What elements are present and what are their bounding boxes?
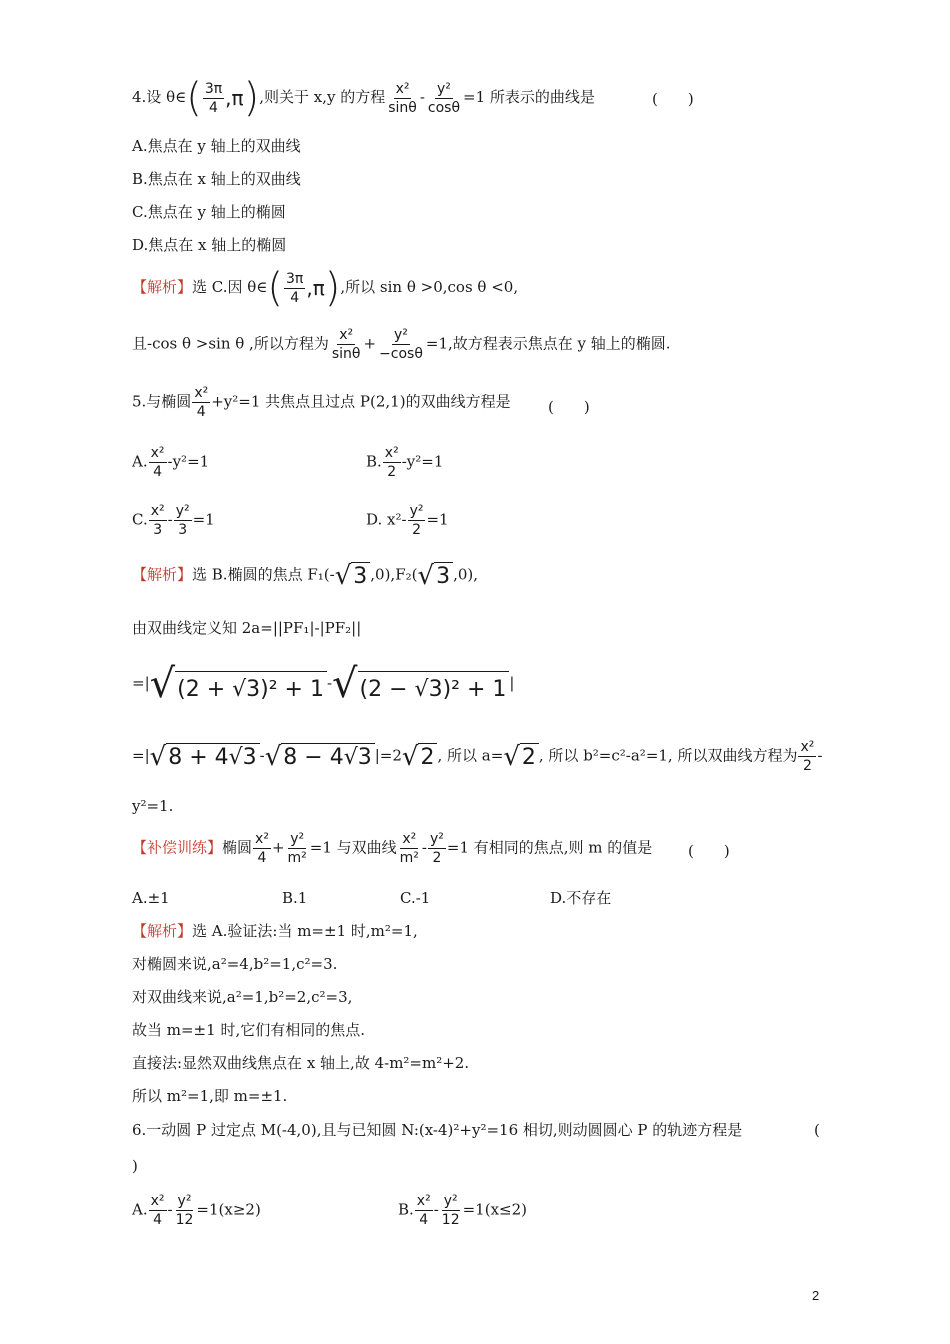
sqrt: √ 3: [335, 562, 371, 589]
fraction: $\frac{\text{x²}}{\sin\theta}$: [331, 327, 361, 362]
option-a: A.±1: [132, 889, 170, 907]
option-d: D. x²- $\frac{\text{y²}}{2}$ =1: [366, 503, 449, 538]
fraction: $\frac{\text{x²}}{4}$: [194, 385, 209, 420]
sqrt: √ (2 + √3)² + 1: [150, 664, 327, 704]
interval: ( $\frac{3\pi}{4}$ ,π ): [267, 265, 341, 311]
q5-equation-line1: =| √ (2 + √3)² + 1 - √ (2 − √3)² + 1 |: [132, 661, 515, 707]
q4-solution-line2: 且-cos θ >sin θ ,所以方程为 $\frac{\text{x²}}{\sin\theta}$ + $\frac{\text{y²}}{-\cos\theta}$ =1,故方程表示焦点在 y 轴上的椭圆.: [132, 327, 671, 362]
bc-stem: 【补偿训练】椭圆 $\frac{\text{x²}}{4}$ + $\frac{\text{y²}}{\text{m²}}$ =1 与双曲线 $\frac{\text{x²}}{\text{m²}}$ - $\frac{\text{y²}}{2}$ =1 有相同的焦点,则 m 的值是: [132, 831, 653, 866]
option-b: B.1: [282, 889, 308, 907]
option-b: B.焦点在 x 轴上的双曲线: [132, 170, 301, 188]
option-a: A. $\frac{\text{x²}}{4}$ -y²=1: [132, 445, 210, 480]
option-d: D.不存在: [550, 889, 612, 907]
fraction: $\frac{\text{x²}}{\sin\theta}$: [388, 80, 417, 116]
sqrt: √ 2: [503, 743, 539, 770]
answer-blank: ( ): [688, 842, 730, 860]
q5-stem: 5.与椭圆 $\frac{\text{x²}}{4}$ +y²=1 共焦点且过点 P(2,1)的双曲线方程是: [132, 385, 511, 420]
solution-tag: 【解析】: [132, 565, 193, 584]
sqrt: √ 8 + 4√3: [150, 743, 260, 770]
bc-solution-line4: 故当 m=±1 时,它们有相同的焦点.: [132, 1021, 365, 1039]
q6-stem: 6.一动圆 P 过定点 M(-4,0),且与已知圆 N:(x-4)²+y²=16 相切,则动圆圆心 P 的轨迹方程是: [132, 1121, 743, 1139]
sqrt: √ 8 − 4√3: [265, 743, 375, 770]
bc-solution-line3: 对双曲线来说,a²=1,b²=2,c²=3,: [132, 988, 353, 1006]
q4-stem-text: 4.设 θ∈: [132, 88, 187, 106]
page-number: 2: [812, 1288, 820, 1303]
fraction: $\frac{\text{y²}}{\cos\theta}$: [427, 80, 461, 116]
q5-answer-tail: y²=1.: [132, 797, 174, 815]
bc-solution-line6: 所以 m²=1,即 m=±1.: [132, 1087, 288, 1105]
option-b: B. $\frac{\text{x²}}{4}$ - $\frac{\text{y²}}{12}$ =1(x≤2): [398, 1193, 527, 1228]
answer-blank: ( ): [652, 90, 694, 108]
option-d: D.焦点在 x 轴上的椭圆: [132, 236, 287, 254]
q4-stem: 4.设 θ∈ ( $\frac{3\pi}{4}$ ,π ) ,则关于 x,y 的方程 $\frac{\text{x²}}{\sin\theta}$ - $\frac{\text{y²}}{\cos\theta}$ =1 所表示的曲线是: [132, 75, 595, 121]
q4-solution-line1: 【解析】选 C.因 θ∈ ( $\frac{3\pi}{4}$ ,π ) ,所以 sin θ >0,cos θ <0,: [132, 265, 519, 311]
option-a: A.焦点在 y 轴上的双曲线: [132, 137, 301, 155]
q5-definition-line: 由双曲线定义知 2a=||PF₁|-|PF₂||: [132, 619, 362, 637]
option-b: B. $\frac{\text{x²}}{2}$ -y²=1: [366, 445, 444, 480]
sqrt: √ (2 − √3)² + 1: [332, 664, 509, 704]
sqrt: √ 2: [402, 743, 438, 770]
q5-equation-line2: =| √ 8 + 4√3 - √ 8 − 4√3 |=2 √ 2 , 所以 a= √ 2 , 所以 b²=c²-a²=1, 所以双曲线方程为 $\frac{\text{x²}}{2}$ -: [132, 739, 823, 774]
solution-tag: 【解析】: [132, 922, 193, 940]
option-c: C. $\frac{\text{x²}}{3}$ - $\frac{\text{y²}}{3}$ =1: [132, 503, 215, 538]
answer-blank-close: ): [132, 1157, 138, 1175]
bc-solution-line5: 直接法:显然双曲线焦点在 x 轴上,故 4-m²=m²+2.: [132, 1054, 470, 1072]
bc-solution-line2: 对椭圆来说,a²=4,b²=1,c²=3.: [132, 955, 338, 973]
practice-tag: 【补偿训练】: [132, 838, 223, 857]
option-c: C.焦点在 y 轴上的椭圆: [132, 203, 286, 221]
q5-solution-line1: 【解析】选 B.椭圆的焦点 F₁(- √ 3 ,0),F₂( √ 3 ,0),: [132, 561, 478, 591]
fraction: $\frac{\text{y²}}{-\cos\theta}$: [379, 327, 423, 362]
option-c: C.-1: [400, 889, 431, 907]
answer-blank: ( ): [548, 398, 590, 416]
option-a: A. $\frac{\text{x²}}{4}$ - $\frac{\text{y²}}{12}$ =1(x≥2): [132, 1193, 261, 1228]
solution-tag: 【解析】: [132, 278, 193, 296]
sqrt: √ 3: [417, 562, 453, 589]
bc-solution-line1: 【解析】选 A.验证法:当 m=±1 时,m²=1,: [132, 922, 418, 940]
answer-blank-open: (: [814, 1121, 820, 1139]
interval: ( $\frac{3\pi}{4}$ ,π ): [186, 75, 260, 121]
